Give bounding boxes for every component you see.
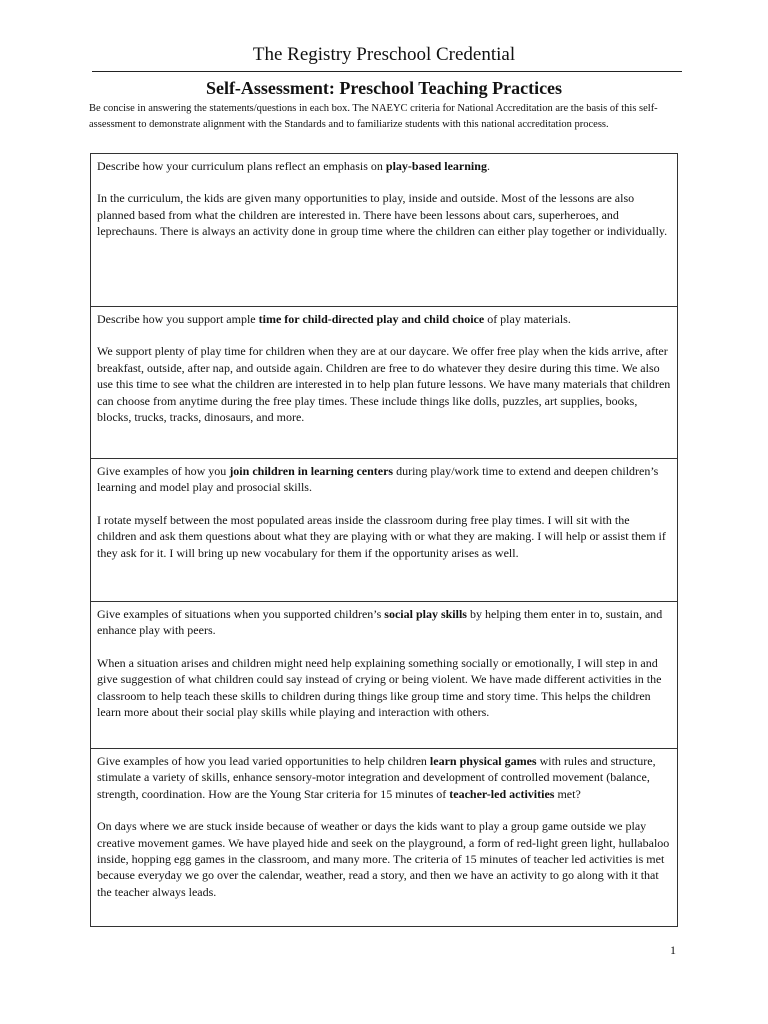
question-prompt: Describe how you support ample time for child-directed play and child choice of play materials. <box>97 312 571 326</box>
document-title: Self-Assessment: Preschool Teaching Practices <box>205 78 563 98</box>
question-prompt: Describe how your curriculum plans reflect an emphasis on play-based learning. <box>97 159 490 173</box>
question-box <box>91 458 677 601</box>
question-prompt: Give examples of situations when you supported children’s social play skills by helping them enter in to, sustain, and enhance play with peers. <box>97 607 663 638</box>
page-number: 1 <box>670 943 676 957</box>
answer-text: I rotate myself between the most populated areas inside the classroom during free play times. I will sit with the children and ask them questions about what they are playing with or what they are making. I will help or assist them if they ask for it. I will bring up new vocabulary for them if the opportunity arises as well. <box>97 512 666 560</box>
answer-text: On days where we are stuck inside because of weather or days the kids want to play a group game outside we play creative movement games. We have played hide and seek on the playground, a form of red-light green light, hullabaloo inside, hopping egg games in the classroom, and many more. The criteria of 15 minutes of teacher led activities is met because everyday we go over the calendar, weather, read a story, and then we have an activity to go along with it that the teacher always leads. <box>97 819 670 899</box>
answer-text: When a situation arises and children might need help explaining something socially or emotionally, I will step in and give suggestion of what children could say instead of crying or being violent. We have made different activities in the classroom to help teach these skills to children during things like group time and story time. This helps the children learn more about their social play skills while playing and interaction with others. <box>97 655 662 720</box>
question-box <box>91 154 677 306</box>
question-prompt: Give examples of how you join children in learning centers during play/work time to extend and deepen children’s learning and model play and prosocial skills. <box>97 464 659 495</box>
question-box <box>91 306 677 458</box>
answer-text: We support plenty of play time for children when they are at our daycare. We offer free play when the kids arrive, after breakfast, outside, after nap, and outside again. Children are free to do whatever they desire during this time. We also use this time to see what the children are interested in to help plan future lessons. We have many materials that children can choose from anytime during the free play times. These include things like dolls, puzzles, art supplies, books, blocks, trucks, tracks, dinosaurs, and more. <box>97 344 671 425</box>
intro-instructions: Be concise in answering the statements/questions in each box. The NAEYC criteria for National Accreditation are the basis of this self-assessment to demonstrate alignment with the Standards and to familiarize students with this national accreditation process. <box>89 103 658 130</box>
header-divider <box>92 71 682 72</box>
question-prompt: Give examples of how you lead varied opportunities to help children learn physical games with rules and structure, stimulate a variety of skills, enhance sensory-motor integration and development of controlled movement (balance, strength, coordination. How are the Young Star criteria for 15 minutes of teacher-led activities met? <box>97 754 656 801</box>
answer-text: In the curriculum, the kids are given many opportunities to play, inside and outside. Most of the lessons are also planned based from what the children are interested in. There have been lessons about cars, superheroes, and leprechauns. There is always an activity done in group time where the children can either play together or individually. <box>97 191 668 239</box>
question-box <box>91 601 677 748</box>
question-box <box>91 748 677 926</box>
header-title: The Registry Preschool Credential <box>252 44 516 65</box>
assessment-table <box>90 153 678 927</box>
